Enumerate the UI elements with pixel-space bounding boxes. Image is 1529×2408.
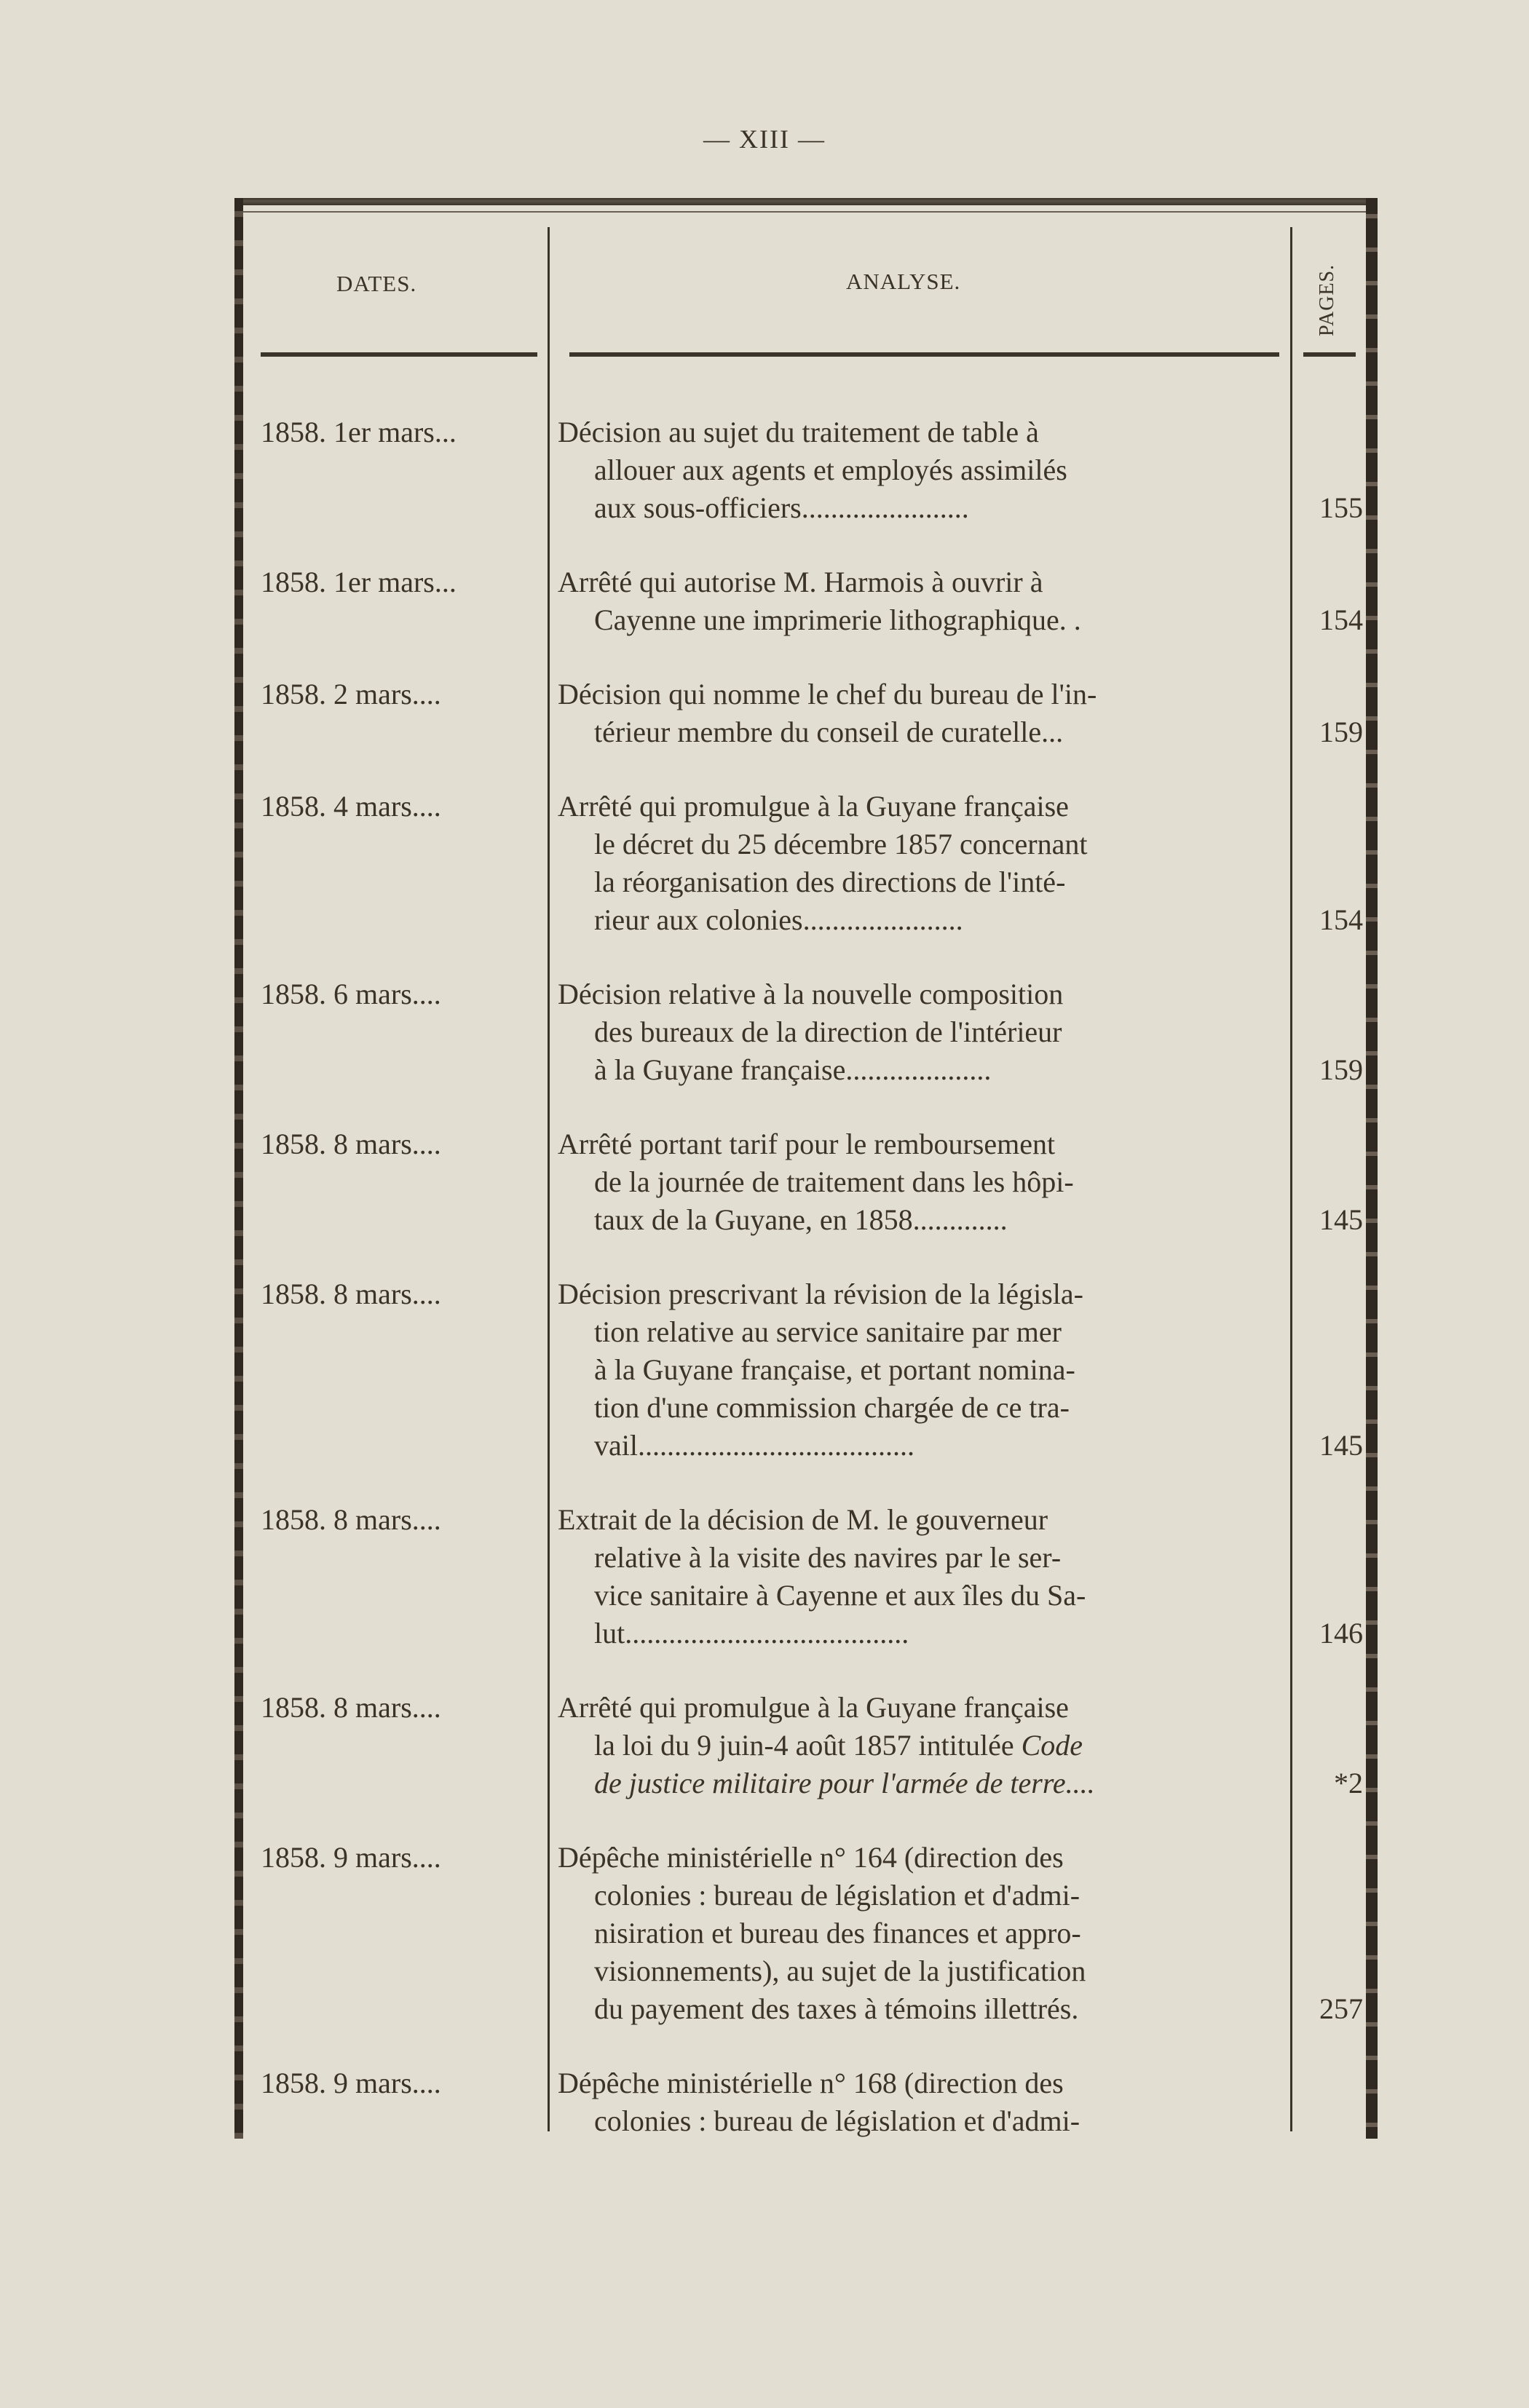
analysis-line: allouer aux agents et employés assimilés	[594, 454, 1067, 486]
entry-date: 1858. 1er mars...	[261, 416, 457, 448]
analysis-line: Décision relative à la nouvelle composition	[558, 978, 1064, 1010]
analysis-line: Arrêté qui autorise M. Harmois à ouvrir à	[558, 566, 1043, 598]
entry-date: 1858. 9 mars....	[261, 2067, 441, 2099]
analysis-line: le décret du 25 décembre 1857 concernant	[594, 828, 1088, 860]
entry-date: 1858. 4 mars....	[261, 790, 441, 823]
analysis-line: nisiration et bureau des finances et appro-	[594, 1917, 1081, 1949]
analysis-line: tion relative au service sanitaire par mer	[594, 1315, 1062, 1348]
entry-page: 145	[1319, 1203, 1363, 1236]
page-header: — XIII —	[703, 124, 826, 154]
entry-page: 154	[1319, 603, 1363, 636]
entry-date: 1858. 2 mars....	[261, 678, 441, 710]
analysis-line: à la Guyane française....................	[594, 1053, 992, 1086]
analysis-line: vice sanitaire à Cayenne et aux îles du Sa-	[594, 1579, 1086, 1612]
analysis-line: térieur membre du conseil de curatelle...	[594, 716, 1064, 748]
analysis-line: Arrêté qui promulgue à la Guyane française	[558, 1691, 1069, 1724]
entry-page: 145	[1319, 1429, 1363, 1462]
analysis-line: colonies : bureau de législation et d'admi-	[594, 2104, 1080, 2137]
table-top-border	[234, 198, 1378, 205]
analysis-line: à la Guyane française, et portant nomina-	[594, 1353, 1075, 1386]
analysis-line: rieur aux colonies......................	[594, 903, 963, 936]
entry-page: 257	[1319, 1992, 1363, 2025]
table-left-border	[234, 198, 243, 2139]
analysis-line: de justice militaire pour l'armée de terre....	[594, 1767, 1095, 1799]
entry-page: 159	[1319, 716, 1363, 748]
analysis-line: Arrêté qui promulgue à la Guyane française	[558, 790, 1069, 823]
analysis-line: visionnements), au sujet de la justification	[594, 1954, 1086, 1987]
entry-page: 159	[1319, 1053, 1363, 1086]
entry-date: 1858. 6 mars....	[261, 978, 441, 1010]
entry-analysis	[558, 1689, 1279, 1802]
analysis-line: de la journée de traitement dans les hôpi-	[594, 1165, 1074, 1198]
table-top-rule	[242, 211, 1370, 213]
entry-page: 154	[1319, 903, 1363, 936]
header-rule-analyse	[569, 352, 1279, 357]
entry-analysis	[558, 788, 1279, 939]
analysis-line: Décision qui nomme le chef du bureau de l'in-	[558, 678, 1097, 710]
analysis-line: la loi du 9 juin-4 août 1857 intitulée Code	[594, 1729, 1083, 1762]
analysis-line: aux sous-officiers.......................	[594, 491, 969, 524]
analysis-line: Extrait de la décision de M. le gouverneur	[558, 1503, 1048, 1536]
analysis-line: relative à la visite des navires par le ser-	[594, 1541, 1062, 1574]
analysis-line: la réorganisation des directions de l'inté-	[594, 866, 1066, 898]
header-pages: PAGES.	[1316, 264, 1338, 336]
entry-page: *2	[1334, 1767, 1363, 1799]
analysis-line: taux de la Guyane, en 1858.............	[594, 1203, 1008, 1236]
column-divider-dates	[548, 227, 550, 2131]
entry-date: 1858. 9 mars....	[261, 1841, 441, 1874]
entry-page: 155	[1319, 491, 1363, 524]
entry-analysis	[558, 1501, 1279, 1652]
analysis-line: vail......................................	[594, 1429, 914, 1462]
index-table	[234, 198, 1378, 2139]
analysis-line: du payement des taxes à témoins illettrés.	[594, 1992, 1079, 2025]
entry-analysis	[558, 975, 1279, 1089]
analysis-line: Dépêche ministérielle n° 164 (direction des	[558, 1841, 1064, 1874]
entry-analysis	[558, 1275, 1279, 1465]
entry-analysis	[558, 413, 1279, 527]
header-dates: DATES.	[336, 271, 417, 296]
analysis-line: Cayenne une imprimerie lithographique. .	[594, 603, 1081, 636]
entry-date: 1858. 8 mars....	[261, 1278, 441, 1310]
entry-date: 1858. 8 mars....	[261, 1503, 441, 1536]
entry-analysis	[558, 2064, 1279, 2140]
entry-analysis	[558, 676, 1279, 751]
analysis-line: des bureaux de la direction de l'intérieur	[594, 1015, 1062, 1048]
entry-analysis	[558, 1125, 1279, 1239]
table-right-border	[1366, 198, 1378, 2139]
analysis-line: tion d'une commission chargée de ce tra-	[594, 1391, 1070, 1424]
entry-analysis	[558, 563, 1279, 639]
analysis-line: colonies : bureau de législation et d'admi-	[594, 1879, 1080, 1912]
header-rule-dates	[261, 352, 537, 357]
header-analyse: ANALYSE.	[846, 269, 961, 294]
entry-date: 1858. 8 mars....	[261, 1128, 441, 1160]
column-divider-pages	[1290, 227, 1292, 2131]
entry-page: 146	[1319, 1617, 1363, 1649]
header-rule-pages	[1303, 352, 1356, 357]
entry-analysis	[558, 1839, 1279, 2028]
analysis-line: Décision au sujet du traitement de table à	[558, 416, 1039, 448]
analysis-line: Dépêche ministérielle n° 168 (direction des	[558, 2067, 1064, 2099]
analysis-line: lut.......................................	[594, 1617, 909, 1649]
analysis-line: Arrêté portant tarif pour le remboursement	[558, 1128, 1056, 1160]
entry-date: 1858. 1er mars...	[261, 566, 457, 598]
analysis-line: Décision prescrivant la révision de la législa-	[558, 1278, 1083, 1310]
entry-date: 1858. 8 mars....	[261, 1691, 441, 1724]
